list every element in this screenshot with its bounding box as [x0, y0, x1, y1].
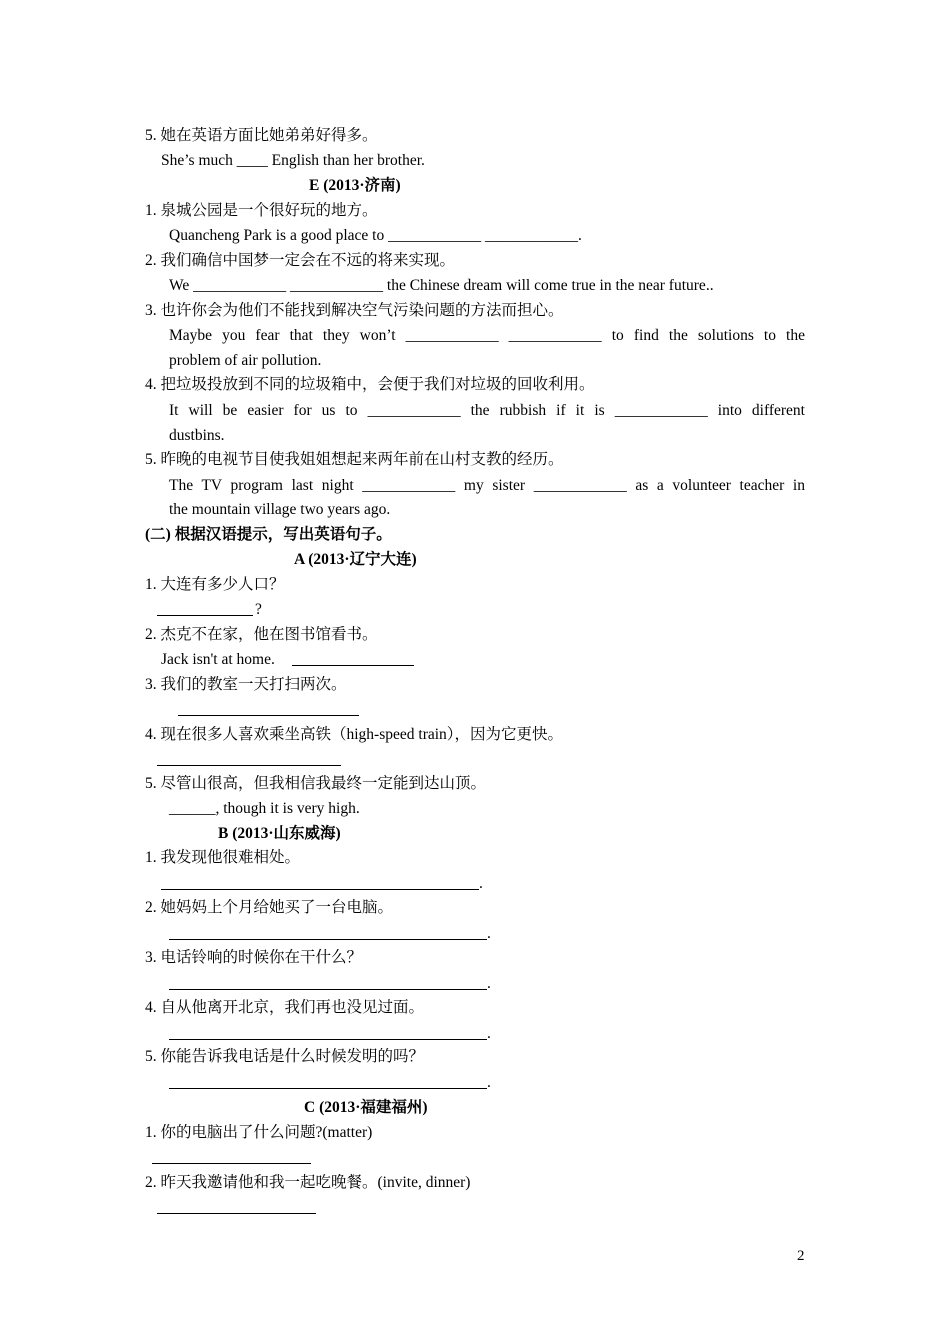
e-q1-chinese: 1. 泉城公园是一个很好玩的地方。: [145, 202, 378, 219]
b-q2-chinese: 2. 她妈妈上个月给她买了一台电脑。: [145, 899, 394, 916]
e-q2-english: We ____________ ____________ the Chinese dream will come true in the near future..: [169, 277, 714, 294]
e-q3-english-line2: problem of air pollution.: [169, 352, 322, 369]
part-2-heading: (二) 根据汉语提示，写出英语句子。: [145, 526, 392, 543]
c-q2-answer-line: [157, 1213, 316, 1214]
a-q5-chinese: 5. 尽管山很高，但我相信我最终一定能到达山顶。: [145, 775, 487, 792]
c-q1-chinese: 1. 你的电脑出了什么问题?(matter): [145, 1124, 373, 1141]
a-q1-answer-line: [157, 615, 253, 616]
c-q2-chinese: 2. 昨天我邀请他和我一起吃晚餐。(invite, dinner): [145, 1174, 471, 1191]
b-q3-period: .: [487, 975, 491, 992]
b-q1-chinese: 1. 我发现他很难相处。: [145, 849, 301, 866]
b-q1-period: .: [479, 875, 483, 892]
sentence-5-english: She’s much ____ English than her brother.: [161, 152, 425, 169]
b-q5-period: .: [487, 1074, 491, 1091]
b-q5-answer-line: [169, 1088, 487, 1089]
a-q2-answer-line: [292, 665, 414, 666]
section-c-title: C (2013·福建福州): [304, 1099, 428, 1116]
e-q2-chinese: 2. 我们确信中国梦一定会在不远的将来实现。: [145, 252, 456, 269]
section-e-title: E (2013·济南): [309, 177, 401, 194]
b-q2-answer-line: [169, 939, 487, 940]
b-q4-answer-line: [169, 1039, 487, 1040]
section-a-title: A (2013·辽宁大连): [294, 551, 417, 568]
c-q1-answer-line: [152, 1163, 311, 1164]
a-q3-answer-line: [178, 715, 359, 716]
e-q1-english: Quancheng Park is a good place to ____________ ____________.: [169, 227, 582, 244]
e-q5-chinese: 5. 昨晚的电视节目使我姐姐想起来两年前在山村支教的经历。: [145, 451, 564, 468]
a-q4-chinese: 4. 现在很多人喜欢乘坐高铁（high-speed train），因为它更快。: [145, 726, 564, 743]
a-q4-answer-line: [157, 765, 341, 766]
a-q2-english: Jack isn't at home.: [161, 651, 275, 668]
e-q3-chinese: 3. 也许你会为他们不能找到解决空气污染问题的方法而担心。: [145, 302, 564, 319]
a-q2-chinese: 2. 杰克不在家，他在图书馆看书。: [145, 626, 378, 643]
e-q5-english-line1: The TV program last night ____________ my sister ____________ as a volunteer teacher in: [169, 477, 805, 494]
a-q5-english: ______, though it is very high.: [169, 800, 360, 817]
e-q4-english-line1: It will be easier for us to ____________ the rubbish if it is ____________ into different: [169, 402, 805, 419]
b-q4-chinese: 4. 自从他离开北京，我们再也没见过面。: [145, 999, 425, 1016]
b-q1-answer-line: [161, 889, 479, 890]
a-q3-chinese: 3. 我们的教室一天打扫两次。: [145, 676, 347, 693]
b-q5-chinese: 5. 你能告诉我电话是什么时候发明的吗？: [145, 1048, 425, 1065]
a-q1-chinese: 1. 大连有多少人口？: [145, 576, 285, 593]
e-q4-english-line2: dustbins.: [169, 427, 225, 444]
page-number: 2: [797, 1248, 805, 1264]
b-q4-period: .: [487, 1025, 491, 1042]
b-q2-period: .: [487, 925, 491, 942]
b-q3-chinese: 3. 电话铃响的时候你在干什么？: [145, 949, 363, 966]
sentence-5-chinese: 5. 她在英语方面比她弟弟好得多。: [145, 127, 378, 144]
b-q3-answer-line: [169, 989, 487, 990]
section-b-title: B (2013·山东威海): [218, 825, 341, 842]
e-q3-english-line1: Maybe you fear that they won’t ____________ ____________ to find the solutions to the: [169, 327, 805, 344]
a-q1-question-mark: ?: [255, 601, 262, 618]
e-q5-english-line2: the mountain village two years ago.: [169, 501, 391, 518]
e-q4-chinese: 4. 把垃圾投放到不同的垃圾箱中，会便于我们对垃圾的回收利用。: [145, 376, 595, 393]
